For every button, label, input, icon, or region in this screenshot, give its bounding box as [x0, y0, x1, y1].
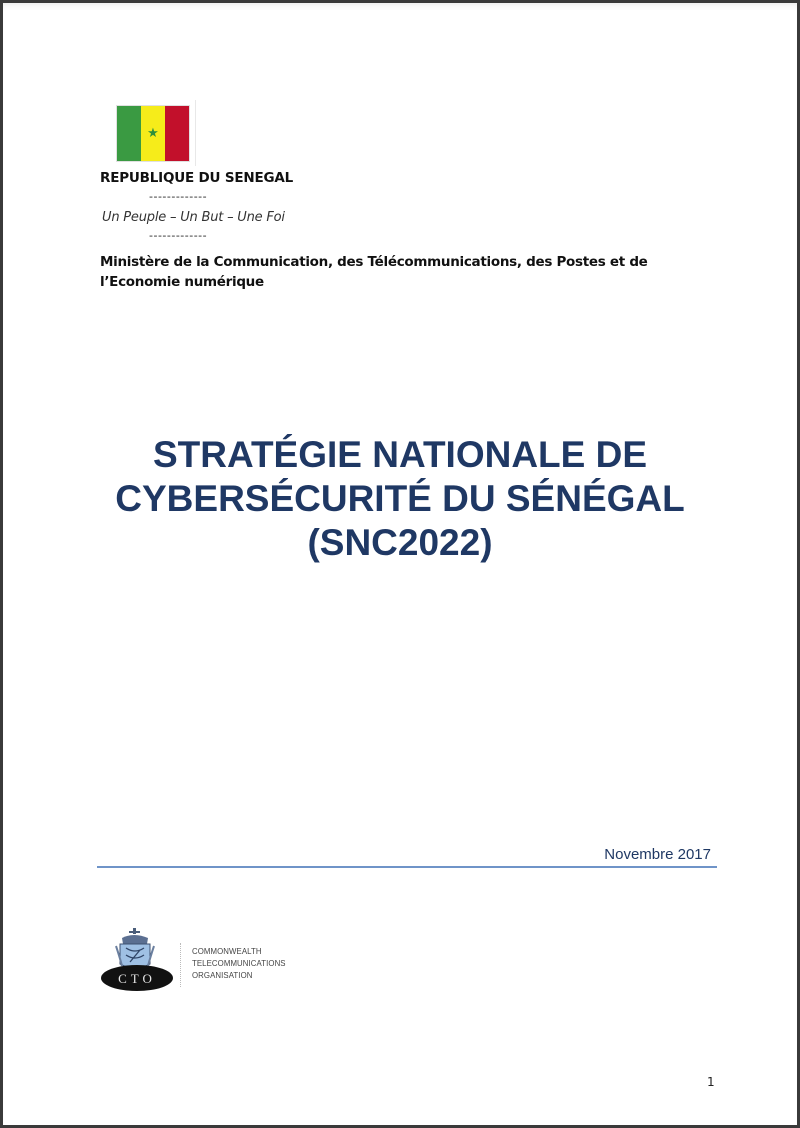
title-line-2: CYBERSÉCURITÉ DU SÉNÉGAL [115, 478, 685, 519]
flag-red-band [165, 106, 189, 161]
cto-name-line-1: COMMONWEALTH [192, 946, 262, 956]
cto-name-line-2: TELECOMMUNICATIONS [192, 958, 286, 968]
logo-separator [180, 943, 182, 987]
document-title [3, 433, 797, 565]
document-page [3, 3, 797, 1125]
flag-yellow-band [141, 106, 165, 161]
title-line-3: (SNC2022) [307, 522, 493, 563]
page-number: 1 [707, 1075, 715, 1089]
svg-text:CTO: CTO [118, 971, 156, 986]
star-icon: ★ [147, 125, 159, 141]
national-motto: Un Peuple – Un But – Une Foi [102, 210, 285, 225]
senegal-flag-icon [116, 105, 190, 162]
ministry-line-1: Ministère de la Communication, des Télécommunications, des Postes et de [100, 254, 648, 270]
ministry-line-2: l’Economie numérique [100, 274, 264, 290]
cto-name-line-3: ORGANISATION [192, 970, 253, 980]
cto-logo-icon [100, 928, 175, 992]
publication-date: Novembre 2017 [604, 846, 711, 863]
ministry-name [100, 252, 680, 292]
horizontal-divider [97, 866, 717, 868]
country-name: REPUBLIQUE DU SENEGAL [100, 170, 294, 186]
flag-frame [113, 100, 196, 166]
separator-top: ------------- [149, 190, 208, 203]
flag-green-band [117, 106, 141, 161]
title-line-1: STRATÉGIE NATIONALE DE [152, 434, 648, 475]
separator-bottom: ------------- [149, 229, 208, 242]
cto-name [192, 945, 286, 981]
